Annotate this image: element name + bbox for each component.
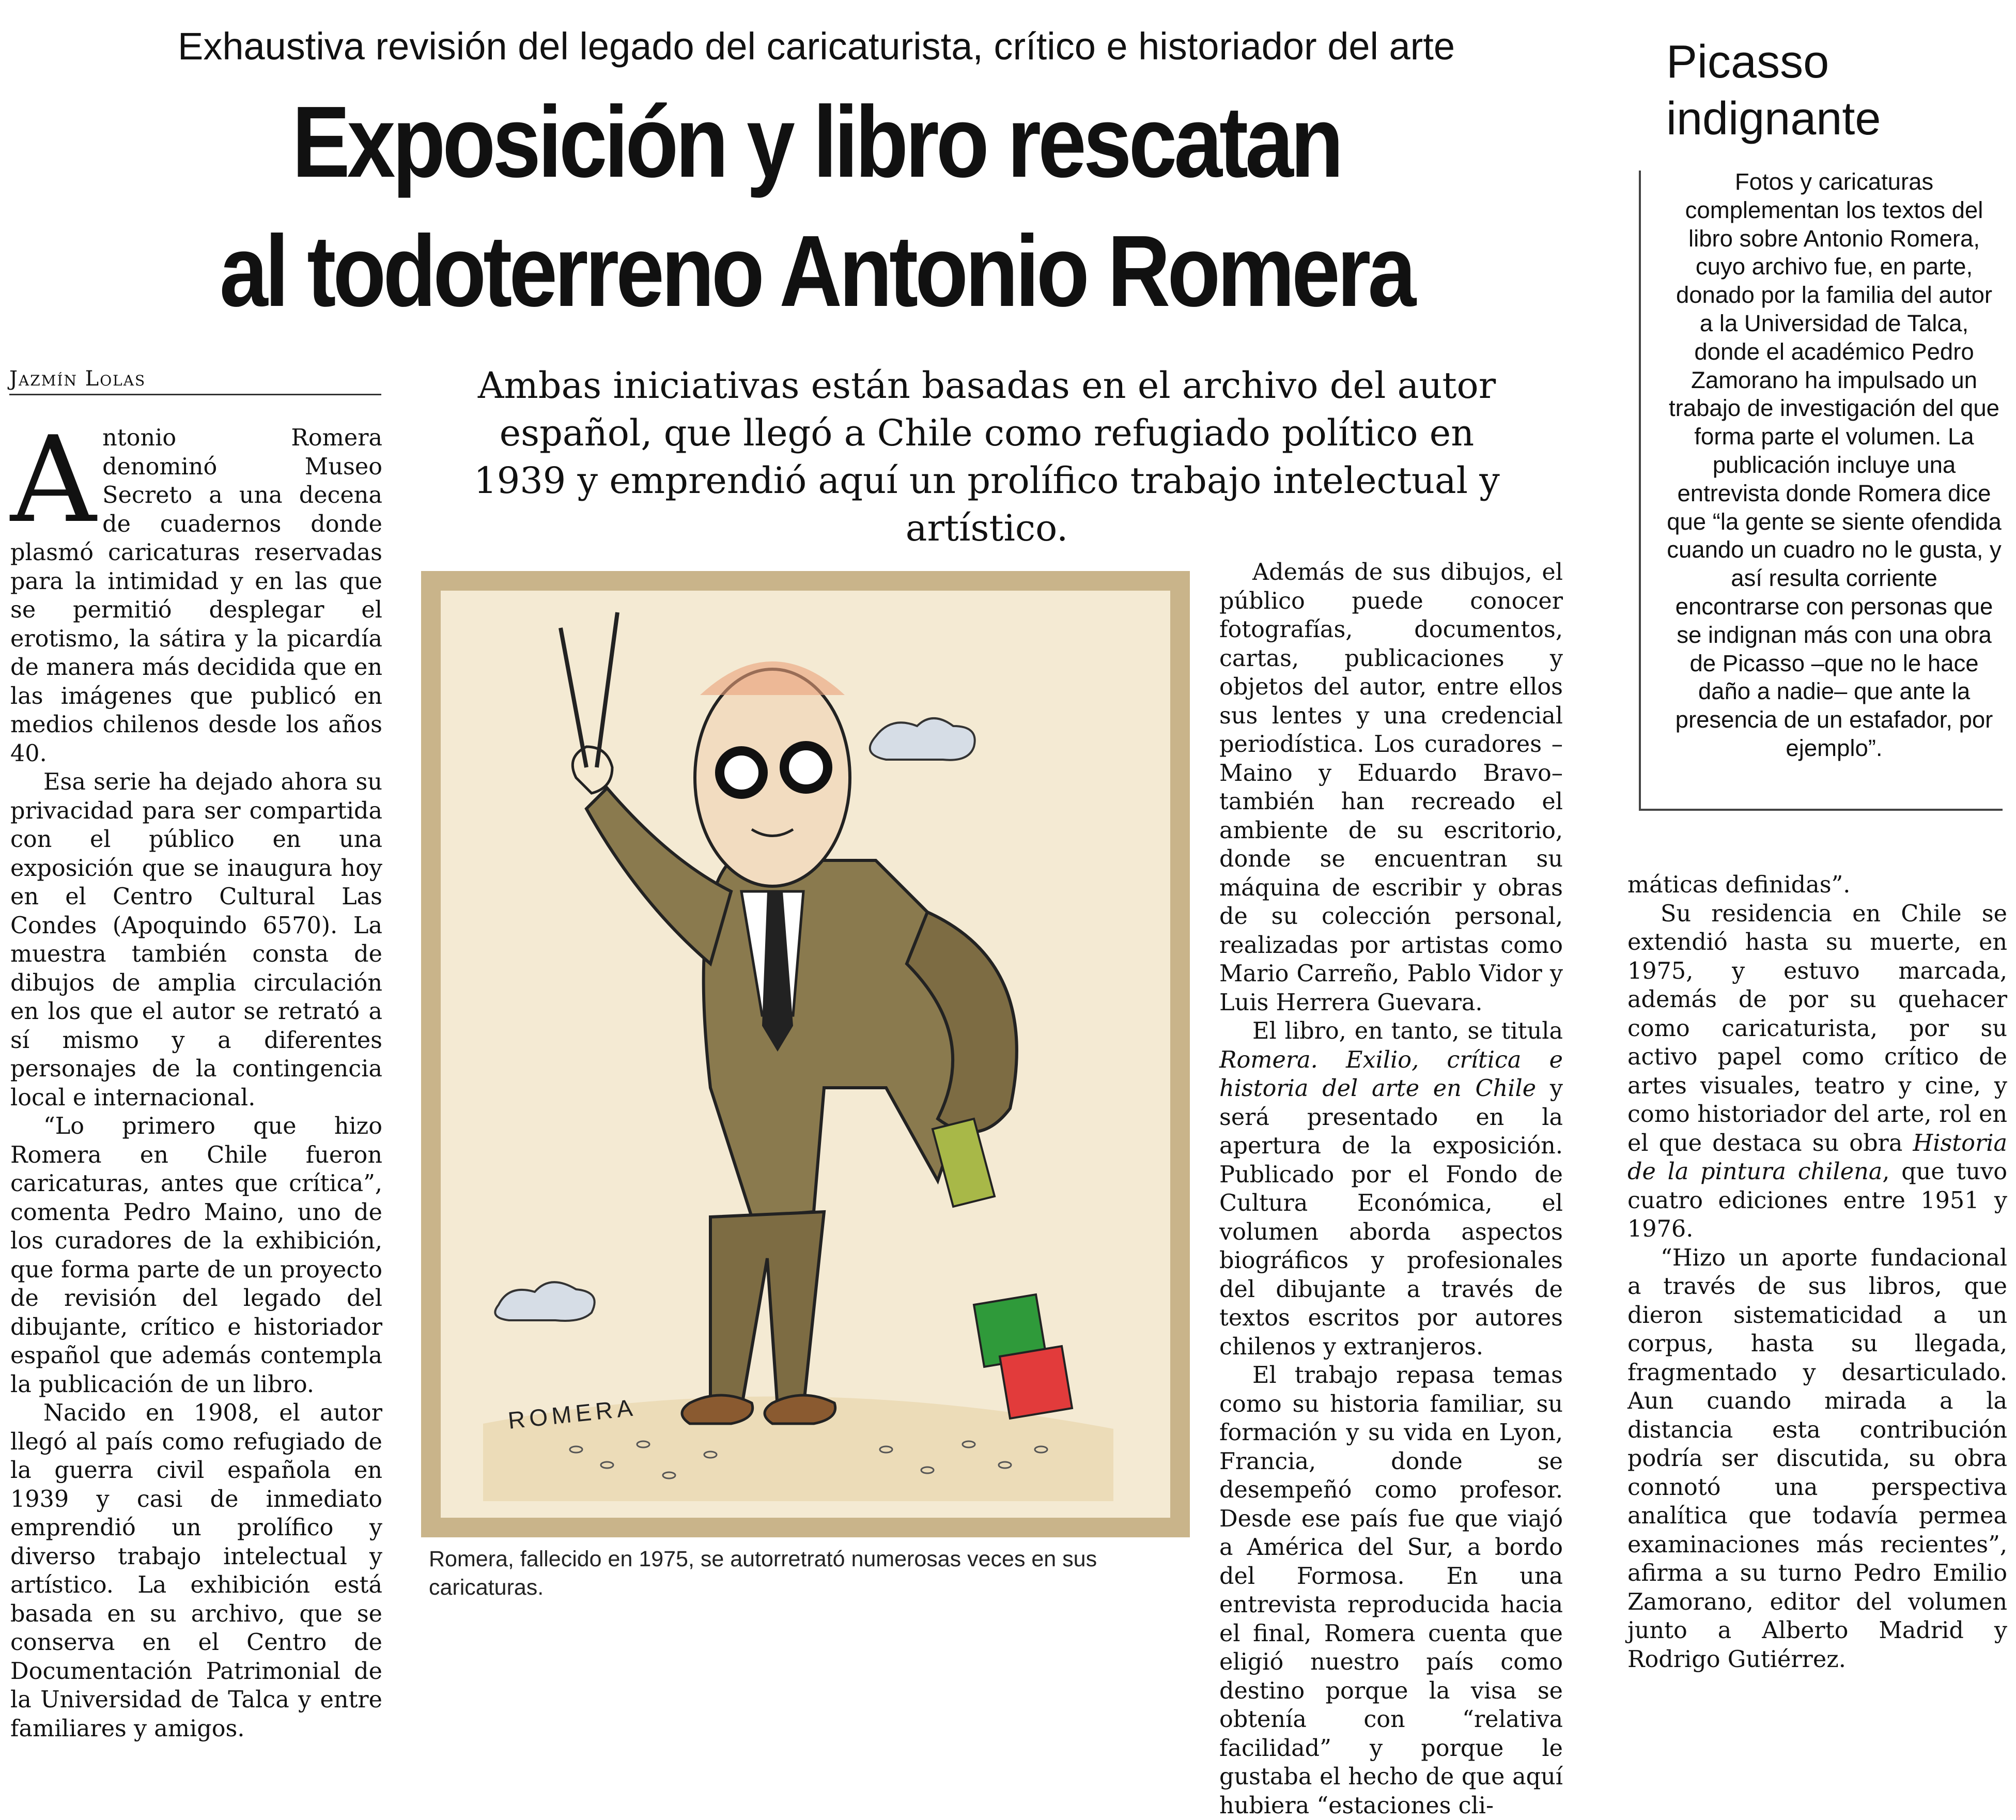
paragraph-text: ntonio Romera denominó Museo Secreto a una decena de cuadernos donde plasmó caricaturas reservadas para la intimidad y en las que se permitió desplegar el erotismo, la sátira y la picardía de manera más decidida que en las imágenes que publicó en medios chilenos desde los años 40. xyxy=(10,425,382,767)
body-paragraph: Nacido en 1908, el autor llegó al país como refugiado de la guerra civil española en 1939 y casi de inmediato emprendió un prolífico y diverso trabajo intelectual y artístico. La exhibición está basada en su archivo, que se conserva en el Centro de Documentación Patrimonial de la Universidad de Talca y entre familiares y amigos. xyxy=(10,1400,382,1742)
body-paragraph: El trabajo repasa temas como su historia familiar, su formación y su vida en Lyon, Francia, donde se desempeñó como profesor. Desde ese país fue que viajó a América del Sur, a bordo del Formosa. En una entrevista reproducida hacia el final, Romera cuenta que eligió nuestro país como destino porque la visa se obtenía con “relativa facilidad” y porque le gustaba el hecho de que aquí hubiera “estaciones cli- xyxy=(1219,1362,1563,1819)
body-column-4 xyxy=(1627,871,2007,1674)
headline-line-2: al todoterreno Antonio Romera xyxy=(219,214,1414,328)
body-column-3 xyxy=(1219,558,1563,1820)
body-paragraph xyxy=(1627,900,2007,1244)
paragraph-text: Su residencia en Chile se extendió hasta su muerte, en 1975, y estuvo marcada, además de por su quehacer como caricaturista, por su activo papel como crítico de artes visuales, teatro y cine, y como historiador del arte, rol en el que destaca su obra xyxy=(1627,900,2007,1156)
body-paragraph: Esa serie ha dejado ahora su privacidad para ser compartida con el público en una exposición que se inaugura hoy en el Centro Cultural Las Condes (Apoquindo 6570). La muestra también consta de dibujos de amplia circulación en los que el autor se retrató a sí mismo y a diferentes personajes de la contingencia local e internacional. xyxy=(10,769,382,1111)
drop-cap: A xyxy=(10,411,97,549)
body-paragraph xyxy=(10,411,382,768)
body-paragraph: “Lo primero que hizo Romera en Chile fueron caricaturas, antes que crítica”, comenta Pedro Maino, uno de los curadores de la exhibición, que forma parte de un proyecto de revisión del legado del dibujante, crítico e historiador español que además contempla la publicación de un libro. xyxy=(10,1113,382,1398)
photo-caption: Romera, fallecido en 1975, se autorretrató numerosas veces en sus caricaturas. xyxy=(429,1547,1097,1600)
kicker: Exhaustiva revisión del legado del caricaturista, crítico e historiador del arte xyxy=(177,25,1455,68)
sidebar-title xyxy=(1666,34,1997,147)
red-flag xyxy=(1000,1346,1072,1418)
byline: Jazmín Lolas xyxy=(9,367,381,395)
paragraph-text: y será presentado en la apertura de la exposición. Publicado por el Fondo de Cultura Económica, el volumen aborda aspectos biográficos y profesionales del dibujante a través de textos escritos por autores chilenos y extranjeros. xyxy=(1219,1075,1563,1360)
caricature-illustration xyxy=(421,571,1190,1537)
body-paragraph: máticas definidas”. xyxy=(1627,872,1851,898)
artist-signature: ROMERA xyxy=(506,1394,638,1434)
body-paragraph: “Hizo un aporte fundacional a través de sus libros, que dieron sistematicidad a un corpus, hasta su llegada, fragmentado y desarticulado. Aun cuando mirada a la distancia esta contribución podría ser discutida, su obra connotó una perspectiva analítica que todavía permea examinaciones más recientes”, afirma a su turno Pedro Emilio Zamorano, editor del volumen junto a Alberto Madrid y Rodrigo Gutiérrez. xyxy=(1627,1244,2007,1673)
body-paragraph: Además de sus dibujos, el público puede conocer fotografías, documentos, cartas, publicaciones y objetos del autor, entre ellos sus lentes y una credencial periodística. Los curadores –Maino y Eduardo Bravo– también han recreado el ambiente de su escritorio, donde se encuentran su máquina de escribir y obras de su colección personal, realizadas por artistas como Mario Carreño, Pablo Vidor y Luis Herrera Guevara. xyxy=(1219,559,1563,1016)
sidebar-title-line-1: Picasso xyxy=(1666,36,1829,88)
paragraph-text: , que tuvo cuatro ediciones entre 1951 y 1976. xyxy=(1627,1159,2007,1242)
headline xyxy=(203,78,1430,336)
body-paragraph xyxy=(1219,1017,1563,1361)
sidebar-title-line-2: indignante xyxy=(1666,93,1881,145)
book-title: Romera. Exilio, crítica e historia del arte en Chile xyxy=(1219,1046,1563,1102)
paragraph-text: El libro, en tanto, se titula xyxy=(1252,1018,1563,1044)
deck: Ambas iniciativas están basadas en el archivo del autor español, que llegó a Chile como refugiado político en 1939 y emprendió aquí un prolífico trabajo intelectual y artístico. xyxy=(474,364,1500,549)
body-column-1 xyxy=(10,411,382,1743)
headline-line-1: Exposición y libro rescatan xyxy=(292,85,1341,198)
sidebar-text: Fotos y caricaturas complementan los textos del libro sobre Antonio Romera, cuyo archivo fue, en parte, donado por la familia del autor a la Universidad de Talca, donde el académico Pedro Zamorano ha impulsado un trabajo de investigación del que forma parte el volumen. La publicación incluye una entrevista donde Romera dice que “la gente se siente ofendida cuando un cuadro no le gusta, y así resulta corriente encontrarse con personas que se indignan más con una obra de Picasso –que no le hace daño a nadie– que ante la presencia de un estafador, por ejemplo”. xyxy=(1667,168,2002,761)
book-title: Historia de la pintura chilena xyxy=(1627,1130,2007,1185)
